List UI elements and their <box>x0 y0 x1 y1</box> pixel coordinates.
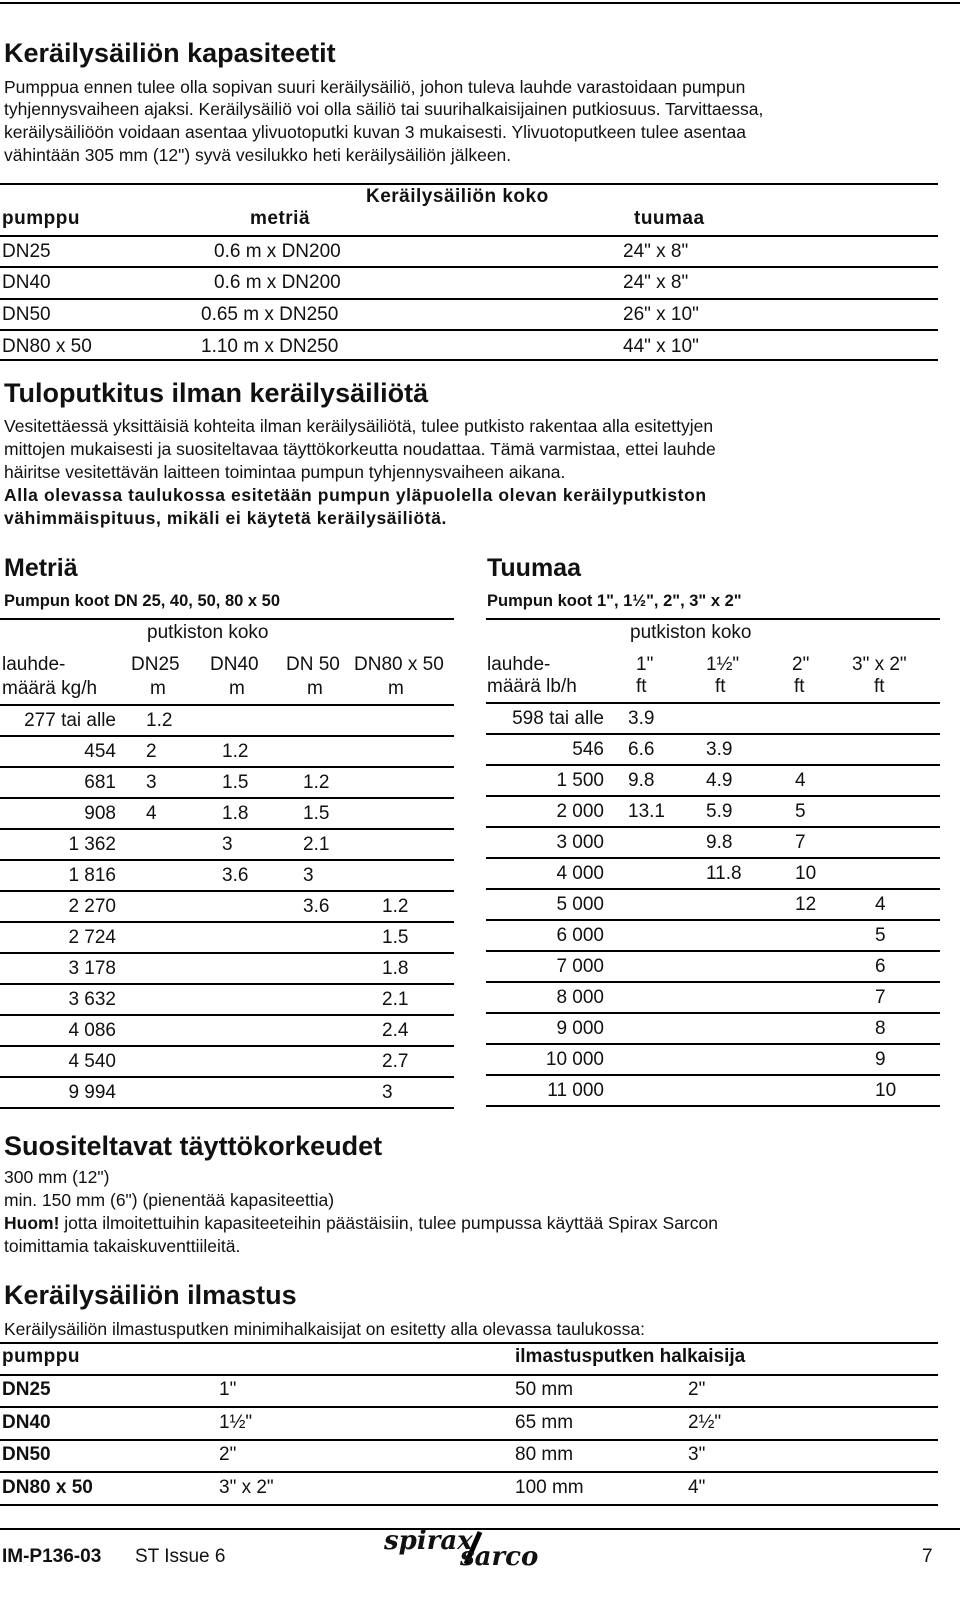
table-rule <box>0 1045 454 1047</box>
table-cell: DN40 <box>2 272 51 293</box>
inch-value: 7 <box>795 832 806 853</box>
inch-value: 5 <box>875 925 886 946</box>
inch-quantity: 6 000 <box>556 925 604 946</box>
metric-value: 1.5 <box>222 772 249 793</box>
metric-value: 4 <box>146 803 157 824</box>
metric-value: 3.6 <box>303 896 330 917</box>
issue: ST Issue 6 <box>135 1546 226 1567</box>
inch-value: 5.9 <box>706 801 733 822</box>
metric-unit: m <box>307 678 323 699</box>
logo-top: spirax <box>384 1526 473 1556</box>
section-title-capacity: Keräilysäiliön kapasiteetit <box>4 38 336 68</box>
table-rule <box>486 888 940 890</box>
inch-quantity: 5 000 <box>556 894 604 915</box>
vent-inch2: 2" <box>688 1379 706 1400</box>
inch-table-title: Tuumaa <box>487 554 581 582</box>
inch-value: 6 <box>875 956 886 977</box>
doc-id: IM-P136-03 <box>2 1546 102 1567</box>
table-rule <box>0 618 454 620</box>
metric-table-subtitle: Pumpun koot DN 25, 40, 50, 80 x 50 <box>4 592 281 610</box>
metric-value: 1.2 <box>303 772 330 793</box>
spirax-sarco-logo <box>384 1526 554 1572</box>
vent-pump: DN50 <box>2 1444 51 1465</box>
inch-quantity: 1 500 <box>556 770 604 791</box>
table-rule <box>0 1504 938 1506</box>
table-cell: 0.65 m x DN250 <box>201 304 339 325</box>
table-rule <box>0 359 938 361</box>
inch-value: 10 <box>795 863 817 884</box>
table-rule <box>0 766 454 768</box>
note-line: toimittamia takaiskuventtiileitä. <box>4 1236 241 1256</box>
table-rule <box>486 857 940 859</box>
inch-value: 8 <box>875 1018 886 1039</box>
note-text: jotta ilmoitettuihin kapasiteeteihin päästäisiin, tulee pumpussa käyttää Spirax Sarcon <box>59 1213 718 1233</box>
table-rule <box>486 618 940 620</box>
vent-mm: 80 mm <box>515 1444 574 1465</box>
metric-value: 3 <box>222 834 233 855</box>
table-cell: 24" x 8" <box>623 272 689 293</box>
inch-value: 9 <box>875 1049 886 1070</box>
inch-value: 7 <box>875 987 886 1008</box>
table-rule <box>486 950 940 952</box>
metric-value: 3 <box>382 1082 393 1103</box>
table-rule <box>0 1076 454 1078</box>
vent-pump: DN25 <box>2 1379 51 1400</box>
metric-table-title: Metriä <box>4 554 78 582</box>
table-cell: 0.6 m x DN200 <box>214 272 341 293</box>
inch-value: 10 <box>875 1080 897 1101</box>
metric-value: 1.2 <box>146 710 173 731</box>
inch-value: 4.9 <box>706 770 733 791</box>
table-cell: DN80 x 50 <box>2 336 92 357</box>
vent-inch2: 2½" <box>688 1412 722 1433</box>
paragraph-line: tyhjennysvaiheen ajaksi. Keräilysäiliö voi olla säiliö tai suurihalkaisijainen putkiosuus. Tarvittaessa, <box>4 99 764 119</box>
table-rule <box>486 981 940 983</box>
inch-value: 5 <box>795 801 806 822</box>
paragraph-line: keräilysäiliöön voidaan asentaa ylivuotoputki kuvan 3 mukaisesti. Ylivuotoputkeen tulee asentaa <box>4 122 746 142</box>
metric-value: 1.2 <box>382 896 409 917</box>
paragraph-line: vähintään 305 mm (12") syvä vesilukko heti keräilysäiliön jälkeen. <box>4 145 512 165</box>
inch-unit: ft <box>715 676 726 697</box>
bold-paragraph-line: vähimmäispituus, mikäli ei käytetä keräilysäiliötä. <box>4 508 448 528</box>
metric-quantity: 4 086 <box>68 1020 116 1041</box>
metric-row-header: lauhde- <box>2 654 66 675</box>
section-title-venting: Keräilysäiliön ilmastus <box>4 1280 297 1310</box>
inch-value: 6.6 <box>628 739 655 760</box>
table-cell: 24" x 8" <box>623 241 689 262</box>
inch-col-header: 1½" <box>706 654 740 675</box>
vent-mm: 65 mm <box>515 1412 574 1433</box>
table-rule <box>486 733 940 735</box>
table-rule <box>0 1471 938 1473</box>
inch-value: 12 <box>795 894 817 915</box>
table-rule <box>0 1107 454 1109</box>
inch-col-header: 1" <box>636 654 654 675</box>
inch-quantity: 3 000 <box>556 832 604 853</box>
metric-quantity: 3 178 <box>68 958 116 979</box>
inch-col-header: 3" x 2" <box>852 654 907 675</box>
table-rule <box>0 183 938 185</box>
metric-quantity: 681 <box>84 772 116 793</box>
inch-value: 4 <box>875 894 886 915</box>
inch-quantity: 4 000 <box>556 863 604 884</box>
metric-value: 2 <box>146 741 157 762</box>
vent-pump: DN80 x 50 <box>2 1477 93 1498</box>
metric-value: 1.5 <box>382 927 409 948</box>
metric-value: 2.7 <box>382 1051 409 1072</box>
table-cell: 26" x 10" <box>623 304 699 325</box>
table-rule <box>486 702 940 704</box>
table-group-header: Keräilysäiliön koko <box>366 186 549 207</box>
metric-unit: m <box>150 678 166 699</box>
fill-height-line: min. 150 mm (6") (pienentää kapasiteettia) <box>4 1190 335 1210</box>
metric-value: 1.8 <box>382 958 409 979</box>
inch-value: 3.9 <box>628 708 655 729</box>
metric-value: 1.5 <box>303 803 330 824</box>
inch-col-header: 2" <box>792 654 810 675</box>
inch-quantity: 546 <box>572 739 604 760</box>
inch-value: 3.9 <box>706 739 733 760</box>
table-rule <box>486 764 940 766</box>
metric-value: 3.6 <box>222 865 249 886</box>
table-rule <box>0 1014 454 1016</box>
inch-value: 9.8 <box>628 770 655 791</box>
section-title-fill-heights: Suositeltavat täyttökorkeudet <box>4 1131 383 1161</box>
inch-value: 13.1 <box>628 801 665 822</box>
inch-unit: ft <box>794 676 805 697</box>
table-rule <box>0 890 454 892</box>
logo-bottom: sarco <box>460 1542 539 1572</box>
note-line <box>4 1212 718 1235</box>
metric-quantity: 1 362 <box>68 834 116 855</box>
paragraph-line: häiritse vesitettävän laitteen toimintaa pumpun tyhjennysvaiheen aikana. <box>4 462 566 482</box>
table-rule <box>486 919 940 921</box>
page-number: 7 <box>922 1546 933 1567</box>
section-title-inlet-piping: Tuloputkitus ilman keräilysäiliötä <box>4 378 429 408</box>
metric-quantity: 277 tai alle <box>24 710 116 731</box>
table-rule <box>486 1074 940 1076</box>
inch-value: 4 <box>795 770 806 791</box>
inch-value: 9.8 <box>706 832 733 853</box>
inch-unit: ft <box>874 676 885 697</box>
top-rule <box>0 2 960 4</box>
table-rule <box>0 266 938 268</box>
table-rule <box>0 704 454 706</box>
inch-quantity: 7 000 <box>556 956 604 977</box>
table-rule <box>0 235 938 237</box>
table-rule <box>0 298 938 300</box>
metric-value: 3 <box>146 772 157 793</box>
inch-row-header: määrä lb/h <box>487 676 577 697</box>
vent-inch: 1" <box>219 1379 237 1400</box>
table-rule <box>0 859 454 861</box>
metric-quantity: 2 724 <box>68 927 116 948</box>
inch-quantity: 10 000 <box>545 1049 604 1070</box>
table-rule <box>486 1105 940 1107</box>
table-cell: 0.6 m x DN200 <box>214 241 341 262</box>
table-rule <box>0 828 454 830</box>
table-rule <box>0 329 938 331</box>
metric-quantity: 1 816 <box>68 865 116 886</box>
inch-value: 11.8 <box>706 863 742 884</box>
note-label: Huom! <box>4 1213 60 1233</box>
inch-table-subtitle: Pumpun koot 1", 1½", 2", 3" x 2" <box>487 592 742 610</box>
metric-quantity: 908 <box>84 803 116 824</box>
table-rule <box>0 921 454 923</box>
metric-unit: m <box>229 678 245 699</box>
table-cell: DN25 <box>2 241 51 262</box>
vent-inch: 1½" <box>219 1412 253 1433</box>
metric-value: 2.1 <box>382 989 409 1010</box>
metric-value: 2.1 <box>303 834 330 855</box>
table-cell: 1.10 m x DN250 <box>201 336 339 357</box>
table-rule <box>486 1043 940 1045</box>
metric-value: 1.2 <box>222 741 249 762</box>
metric-col-header: DN25 <box>131 654 180 675</box>
metric-quantity: 454 <box>84 741 116 762</box>
table-col-pump: pumppu <box>2 208 80 229</box>
inch-unit: ft <box>636 676 647 697</box>
paragraph-line: mittojen mukaisesti ja suositeltavaa täyttökorkeutta noudattaa. Tämä varmistaa, ettei lauhde <box>4 439 716 459</box>
table-rule <box>0 797 454 799</box>
metric-quantity: 2 270 <box>68 896 116 917</box>
inch-quantity: 598 tai alle <box>512 708 604 729</box>
metric-col-header: DN 50 <box>286 654 340 675</box>
metric-quantity: 3 632 <box>68 989 116 1010</box>
venting-intro: Keräilysäiliön ilmastusputken minimihalkaisijat on esitetty alla olevassa taulukossa: <box>4 1319 645 1339</box>
table-col-inch: tuumaa <box>634 208 705 229</box>
fill-height-line: 300 mm (12") <box>4 1167 110 1187</box>
vent-inch: 2" <box>219 1444 237 1465</box>
metric-quantity: 4 540 <box>68 1051 116 1072</box>
vent-pump: DN40 <box>2 1412 51 1433</box>
paragraph-line: Pumppua ennen tulee olla sopivan suuri keräilysäiliö, johon tuleva lauhde varastoidaan pumpun <box>4 77 746 97</box>
table-rule <box>486 826 940 828</box>
table-rule <box>0 1406 938 1408</box>
metric-row-header: määrä kg/h <box>2 678 98 699</box>
table-col-metric: metriä <box>250 208 311 229</box>
metric-unit: m <box>388 678 404 699</box>
table-rule <box>0 983 454 985</box>
paragraph-line: Vesitettäessä yksittäisiä kohteita ilman keräilysäiliötä, tulee putkisto rakentaa alla esitettyjen <box>4 416 714 436</box>
metric-quantity: 9 994 <box>68 1082 116 1103</box>
table-rule <box>0 735 454 737</box>
vent-col-pump: pumppu <box>2 1346 80 1367</box>
table-rule <box>0 1342 938 1344</box>
table-rule <box>0 952 454 954</box>
table-rule <box>486 795 940 797</box>
table-rule <box>0 1439 938 1441</box>
vent-mm: 50 mm <box>515 1379 574 1400</box>
inch-quantity: 8 000 <box>556 987 604 1008</box>
metric-value: 1.8 <box>222 803 249 824</box>
metric-value: 3 <box>303 865 314 886</box>
metric-group-header: putkiston koko <box>147 622 269 643</box>
table-rule <box>486 1012 940 1014</box>
inch-quantity: 2 000 <box>556 801 604 822</box>
table-cell: 44" x 10" <box>623 336 699 357</box>
vent-inch2: 4" <box>688 1477 706 1498</box>
table-cell: DN50 <box>2 304 51 325</box>
vent-inch2: 3" <box>688 1444 706 1465</box>
table-rule <box>0 1374 938 1376</box>
vent-col-diameter: ilmastusputken halkaisija <box>515 1346 746 1367</box>
metric-col-header: DN80 x 50 <box>354 654 444 675</box>
inch-group-header: putkiston koko <box>630 622 752 643</box>
inch-row-header: lauhde- <box>487 654 551 675</box>
inch-quantity: 9 000 <box>556 1018 604 1039</box>
inch-quantity: 11 000 <box>547 1080 604 1101</box>
vent-inch: 3" x 2" <box>219 1477 274 1498</box>
vent-mm: 100 mm <box>515 1477 584 1498</box>
bold-paragraph-line: Alla olevassa taulukossa esitetään pumpun yläpuolella olevan keräilyputkiston <box>4 485 707 505</box>
metric-col-header: DN40 <box>210 654 259 675</box>
metric-value: 2.4 <box>382 1020 409 1041</box>
